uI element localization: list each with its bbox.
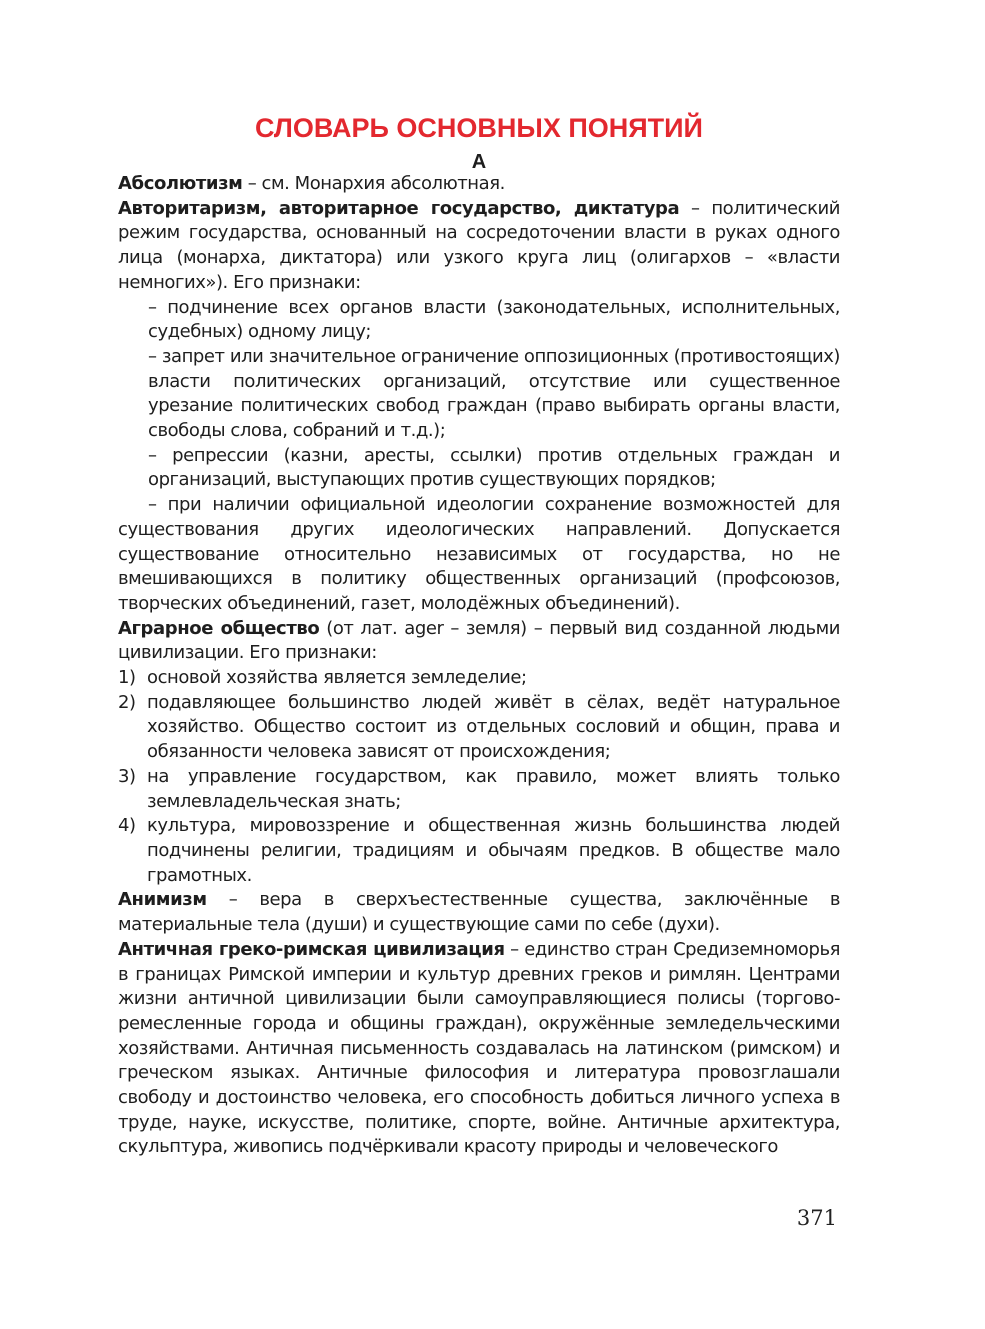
page-title: СЛОВАРЬ ОСНОВНЫХ ПОНЯТИЙ [255,113,703,143]
glossary-entry [118,938,840,1160]
glossary-entry [118,172,840,197]
glossary-entry [118,197,840,296]
entry-text: (от лат. ager – земля) – первый вид созданной людьми цивилизации. Его признаки: [118,617,840,664]
entry-term: Аграрное общество [118,617,320,639]
numbered-item [118,814,840,888]
page-number: 371 [796,1206,837,1230]
entry-text: – единство стран Средиземноморья в границах Римской империи и культур древних греков и римлян. Центрами жизни античной цивилизации были самоуправляющиеся полисы (торгово-ремесленные города и общины граждан), окружённые земледельческими хозяйствами. Античная письменность создавалась на латинском (римском) и греческом языках. Античные философия и литература провозглашали свободу и достоинство человека, его способность добиться личного успеха в труде, науке, искусстве, политике, спорте, войне. Античные архитектура, скульптура, живопись подчёркивали красоту природы и человеческого [118,938,840,1158]
item-number: 4) [118,815,136,837]
item-text: подавляющее большинство людей живёт в сёлах, ведёт натуральное хозяйство. Общество состоит из отдельных сословий и общин, права и обязанности человека зависят от происхождения; [147,691,840,763]
list-item-continued [118,493,840,617]
entry-term: Анимизм [118,889,207,911]
section-letter: А [471,151,487,173]
list-item: – репрессии (казни, аресты, ссылки) против отдельных граждан и организаций, выступающих против существующих порядков; [148,444,840,491]
numbered-item [118,765,840,814]
glossary-body [118,172,840,1160]
glossary-entry [118,888,840,937]
item-text: культура, мировоззрение и общественная жизнь большинства людей подчинены религии, традициям и обычаям предков. В обществе мало грамотных. [147,815,840,886]
entry-text: – вера в сверхъестественные существа, заключённые в материальные тела (души) и существующие сами по себе (духи). [118,889,840,936]
entry-text: – см. Монархия абсолютная. [242,173,505,194]
item-text: основой хозяйства является земледелие; [147,667,527,689]
numbered-item [118,691,840,765]
glossary-entry [118,617,840,666]
entry-term: Абсолютизм [118,173,243,194]
list-item: – при наличии официальной идеологии сохранение возможностей для существования других идеологических направлений. Допускается существование относительно независимых от государства, но не вмешивающихся в политику общественных организаций (профсоюзов, творческих объединений, газет, молодёжных объединений). [118,494,840,614]
item-text: на управление государством, как правило, может влиять только землевладельческая знать; [147,765,840,812]
entry-text: – политический режим государства, основанный на сосредоточении власти в руках одного лица (монарха, диктатора) или узкого круга лиц (олигархов – «власти немногих»). Его признаки: [118,197,840,293]
numbered-item [118,666,840,691]
item-number: 2) [118,691,136,713]
item-number: 3) [118,765,136,787]
list-item: – подчинение всех органов власти (законодательных, исполнительных, судебных) одному лицу; [148,296,840,343]
entry-term: Античная греко-римская цивилизация [118,938,505,960]
entry-term: Авторитаризм, авторитарное государство, диктатура [118,197,680,219]
list-item: – запрет или значительное ограничение оппозиционных (противостоящих) власти политических организаций, отсутствие или существенное урезание политических свобод граждан (право выбирать органы власти, свободы слова, собраний и т.д.); [148,345,840,442]
item-number: 1) [118,667,136,689]
